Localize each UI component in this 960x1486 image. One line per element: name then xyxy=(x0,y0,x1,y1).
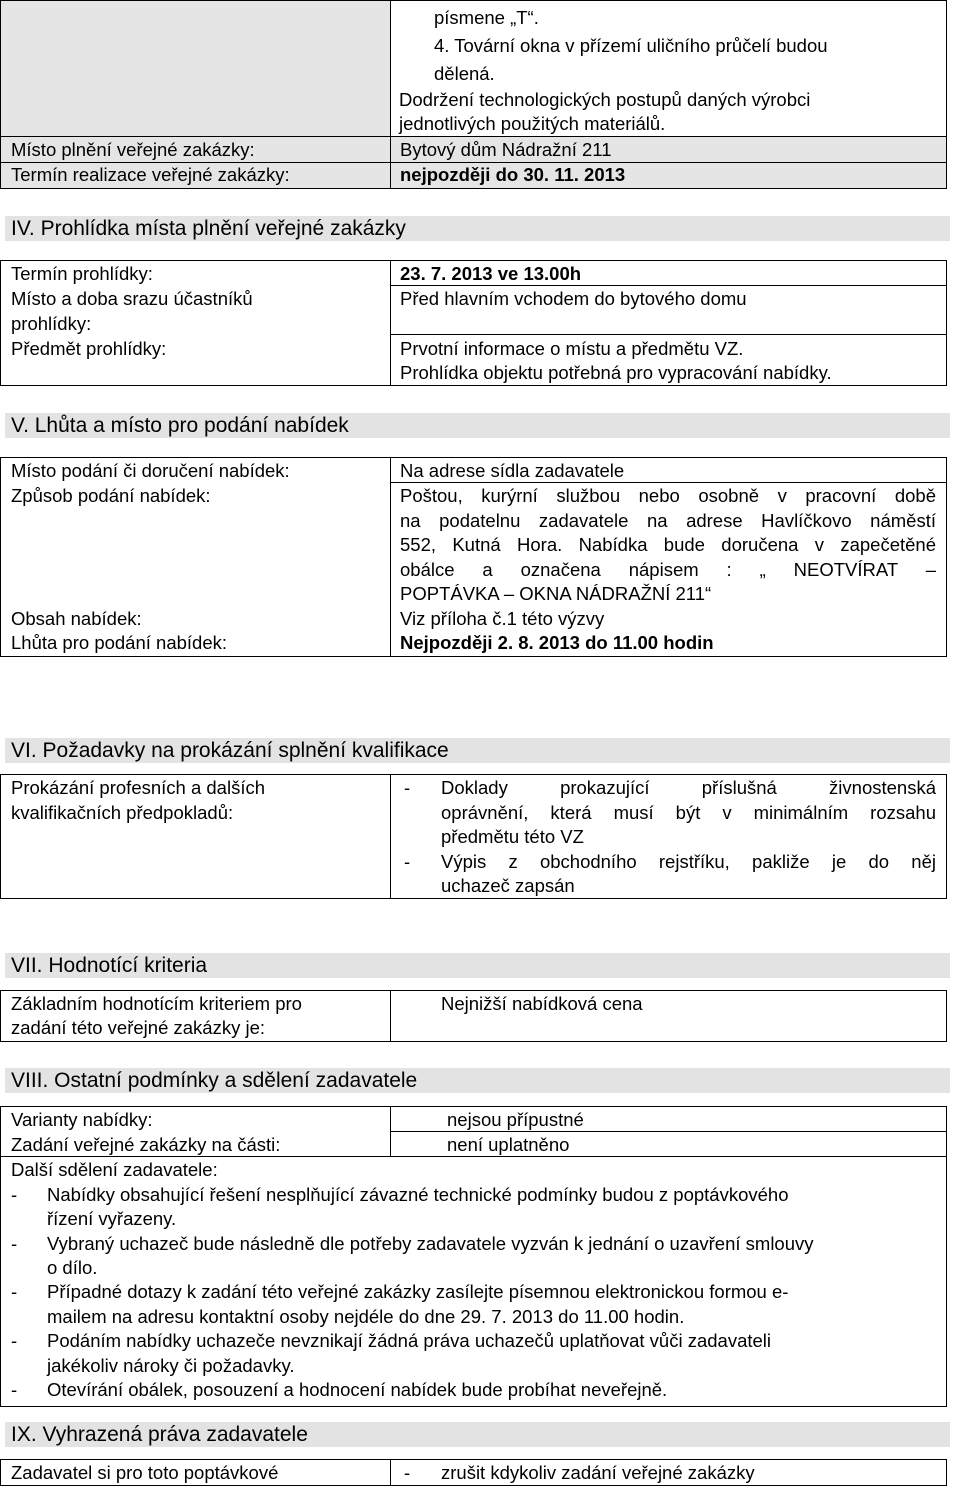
offer-content-value: Viz příloha č.1 této výzvy xyxy=(400,608,605,629)
qualification-item1-line-2: oprávnění, která musí být v minimálním rozsahu xyxy=(441,802,936,823)
notice-2-line-1: Vybraný uchazeč bude následně dle potřeby zadavatele vyzván k jednání o uzavření smlouvy xyxy=(47,1233,814,1254)
submission-method-label: Způsob podání nabídek: xyxy=(11,485,211,506)
variants-value: nejsou přípustné xyxy=(447,1109,584,1130)
deadline-label: Lhůta pro podání nabídek: xyxy=(11,632,228,653)
meeting-label-1: Místo a doba srazu účastníků xyxy=(11,288,253,309)
submission-method-line-4: obálce a označena nápisem : „ NEOTVÍRAT – xyxy=(400,559,936,580)
section-viii-title: VIII. Ostatní podmínky a sdělení zadavatele xyxy=(5,1068,950,1093)
subject-value-1: Prvotní informace o místu a předmětu VZ. xyxy=(400,338,744,359)
submission-place-label: Místo podání či doručení nabídek: xyxy=(11,460,290,481)
criteria-value: Nejnižší nabídková cena xyxy=(441,993,643,1014)
top-table-left-cell xyxy=(0,0,391,137)
parts-value: není uplatněno xyxy=(447,1134,570,1155)
qualification-label-2: kvalifikačních předpokladů: xyxy=(11,802,234,823)
notice-1-line-2: řízení vyřazeny. xyxy=(47,1208,177,1229)
notice-4-line-1: Podáním nabídky uchazeče nevznikají žádná práva uchazečů uplatňovat vůči zadavateli xyxy=(47,1330,772,1351)
other-notices-label: Další sdělení zadavatele: xyxy=(11,1159,218,1180)
qualification-item2-line-1: Výpis z obchodního rejstříku, pakliže je do něj xyxy=(441,851,936,872)
subject-label: Předmět prohlídky: xyxy=(11,338,167,359)
place-label: Místo plnění veřejné zakázky: xyxy=(11,139,255,160)
place-value: Bytový dům Nádražní 211 xyxy=(400,139,612,160)
offer-content-label: Obsah nabídek: xyxy=(11,608,142,629)
variants-label: Varianty nabídky: xyxy=(11,1109,153,1130)
notice-dash-1: - xyxy=(11,1184,18,1205)
notice-dash-4: - xyxy=(11,1330,18,1351)
parts-label: Zadání veřejné zakázky na části: xyxy=(11,1134,281,1155)
section-vii-title: VII. Hodnotící kriteria xyxy=(5,953,950,978)
cont-line-4: Dodržení technologických postupů daných výrobci xyxy=(399,89,811,110)
term-label: Termín realizace veřejné zakázky: xyxy=(11,164,290,185)
notice-5-line-1: Otevírání obálek, posouzení a hodnocení nabídek bude probíhat neveřejně. xyxy=(47,1379,668,1400)
subject-value-2: Prohlídka objektu potřebná pro vypracování nabídky. xyxy=(400,362,832,383)
notice-dash-3: - xyxy=(11,1281,18,1302)
section-v-title: V. Lhůta a místo pro podání nabídek xyxy=(5,413,950,438)
submission-method-line-3: 552, Kutná Hora. Nabídka bude doručena v zapečetěné xyxy=(400,534,936,555)
notice-dash-2: - xyxy=(11,1233,18,1254)
cont-line-3: dělená. xyxy=(434,63,495,84)
qualification-item1-line-1: Doklady prokazující příslušná živnostenská xyxy=(441,777,936,798)
criteria-label-2: zadání této veřejné zakázky je: xyxy=(11,1017,266,1038)
inspection-date-value: 23. 7. 2013 ve 13.00h xyxy=(400,263,582,284)
reserved-rights-value: zrušit kdykoliv zadání veřejné zakázky xyxy=(441,1462,755,1483)
reserved-rights-label: Zadavatel si pro toto poptávkové xyxy=(11,1462,279,1483)
notice-dash-5: - xyxy=(11,1379,18,1400)
section-ix-title: IX. Vyhrazená práva zadavatele xyxy=(5,1422,950,1447)
qualification-label-1: Prokázání profesních a dalších xyxy=(11,777,266,798)
submission-place-value: Na adrese sídla zadavatele xyxy=(400,460,625,481)
notice-4-line-2: jakékoliv nároky či požadavky. xyxy=(47,1355,295,1376)
qualification-item2-line-2: uchazeč zapsán xyxy=(441,875,575,896)
section-vi-title: VI. Požadavky na prokázání splnění kvalifikace xyxy=(5,738,950,763)
cont-line-2: 4. Tovární okna v přízemí uličního průčelí budou xyxy=(434,35,828,56)
meeting-value: Před hlavním vchodem do bytového domu xyxy=(400,288,747,309)
qualification-dash-2: - xyxy=(404,851,411,872)
cont-line-1: písmene „T“. xyxy=(434,7,539,28)
reserved-rights-dash: - xyxy=(404,1462,411,1483)
deadline-value: Nejpozději 2. 8. 2013 do 11.00 hodin xyxy=(400,632,714,653)
meeting-label-2: prohlídky: xyxy=(11,313,92,334)
criteria-label-1: Základním hodnotícím kriteriem pro xyxy=(11,993,302,1014)
submission-method-line-2: na podatelnu zadavatele na adrese Havlíčkovo náměstí xyxy=(400,510,936,531)
notice-1-line-1: Nabídky obsahující řešení nesplňující závazné technické podmínky budou z poptávkového xyxy=(47,1184,789,1205)
notice-2-line-2: o dílo. xyxy=(47,1257,98,1278)
notice-3-line-2: mailem na adresu kontaktní osoby nejdéle do dne 29. 7. 2013 do 11.00 hodin. xyxy=(47,1306,685,1327)
cont-line-5: jednotlivých použitých materiálů. xyxy=(399,113,666,134)
submission-method-line-5: POPTÁVKA – OKNA NÁDRAŽNÍ 211“ xyxy=(400,583,712,604)
qualification-dash-1: - xyxy=(404,777,411,798)
inspection-date-label: Termín prohlídky: xyxy=(11,263,153,284)
notice-3-line-1: Případné dotazy k zadání této veřejné zakázky zasílejte písemnou elektronickou formou e- xyxy=(47,1281,789,1302)
section-iv-title: IV. Prohlídka místa plnění veřejné zakázky xyxy=(5,216,950,241)
term-value: nejpozději do 30. 11. 2013 xyxy=(400,164,626,185)
qualification-item1-line-3: předmětu této VZ xyxy=(441,826,584,847)
submission-method-line-1: Poštou, kurýrní službou nebo osobně v pracovní době xyxy=(400,485,936,506)
